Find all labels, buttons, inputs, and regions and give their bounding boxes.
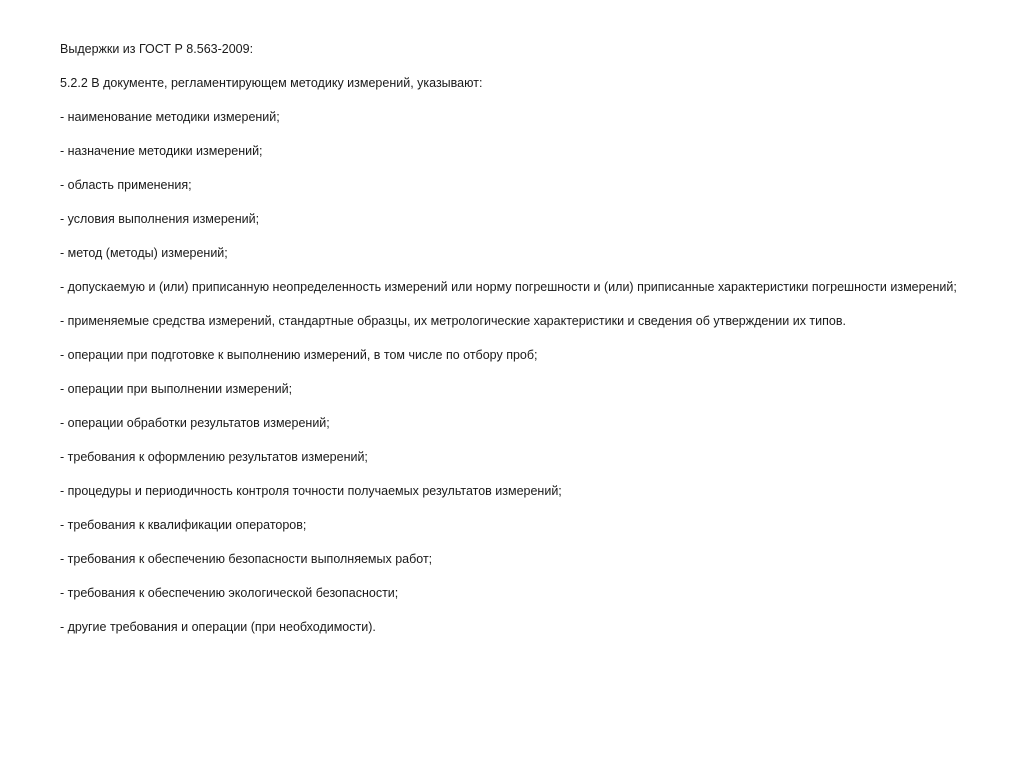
list-item: - требования к квалификации операторов;: [60, 518, 307, 532]
list-item: - назначение методики измерений;: [60, 144, 263, 158]
list-item: - процедуры и периодичность контроля точности получаемых результатов измерений;: [60, 484, 562, 498]
list-item: - операции обработки результатов измерений;: [60, 416, 330, 430]
list-item: - условия выполнения измерений;: [60, 212, 260, 226]
list-item: - допускаемую и (или) приписанную неопределенность измерений или норму погрешности и (или) приписанные характеристики погрешности измерений;: [60, 280, 957, 294]
document-body: [60, 42, 960, 654]
list-item: - требования к обеспечению безопасности выполняемых работ;: [60, 552, 433, 566]
list-item: - операции при подготовке к выполнению измерений, в том числе по отбору проб;: [60, 348, 538, 362]
list-item: - наименование методики измерений;: [60, 110, 280, 124]
list-item: - требования к оформлению результатов измерений;: [60, 450, 368, 464]
list-item: - метод (методы) измерений;: [60, 246, 228, 260]
clause-intro: 5.2.2 В документе, регламентирующем методику измерений, указывают:: [60, 76, 483, 90]
list-item: - область применения;: [60, 178, 192, 192]
requirements-list: [60, 110, 960, 634]
list-item: - применяемые средства измерений, стандартные образцы, их метрологические характеристики и сведения об утверждении их типов.: [60, 314, 846, 328]
document-heading: Выдержки из ГОСТ Р 8.563-2009:: [60, 42, 254, 56]
list-item: - операции при выполнении измерений;: [60, 382, 293, 396]
list-item: - требования к обеспечению экологической безопасности;: [60, 586, 399, 600]
list-item: - другие требования и операции (при необходимости).: [60, 620, 376, 634]
